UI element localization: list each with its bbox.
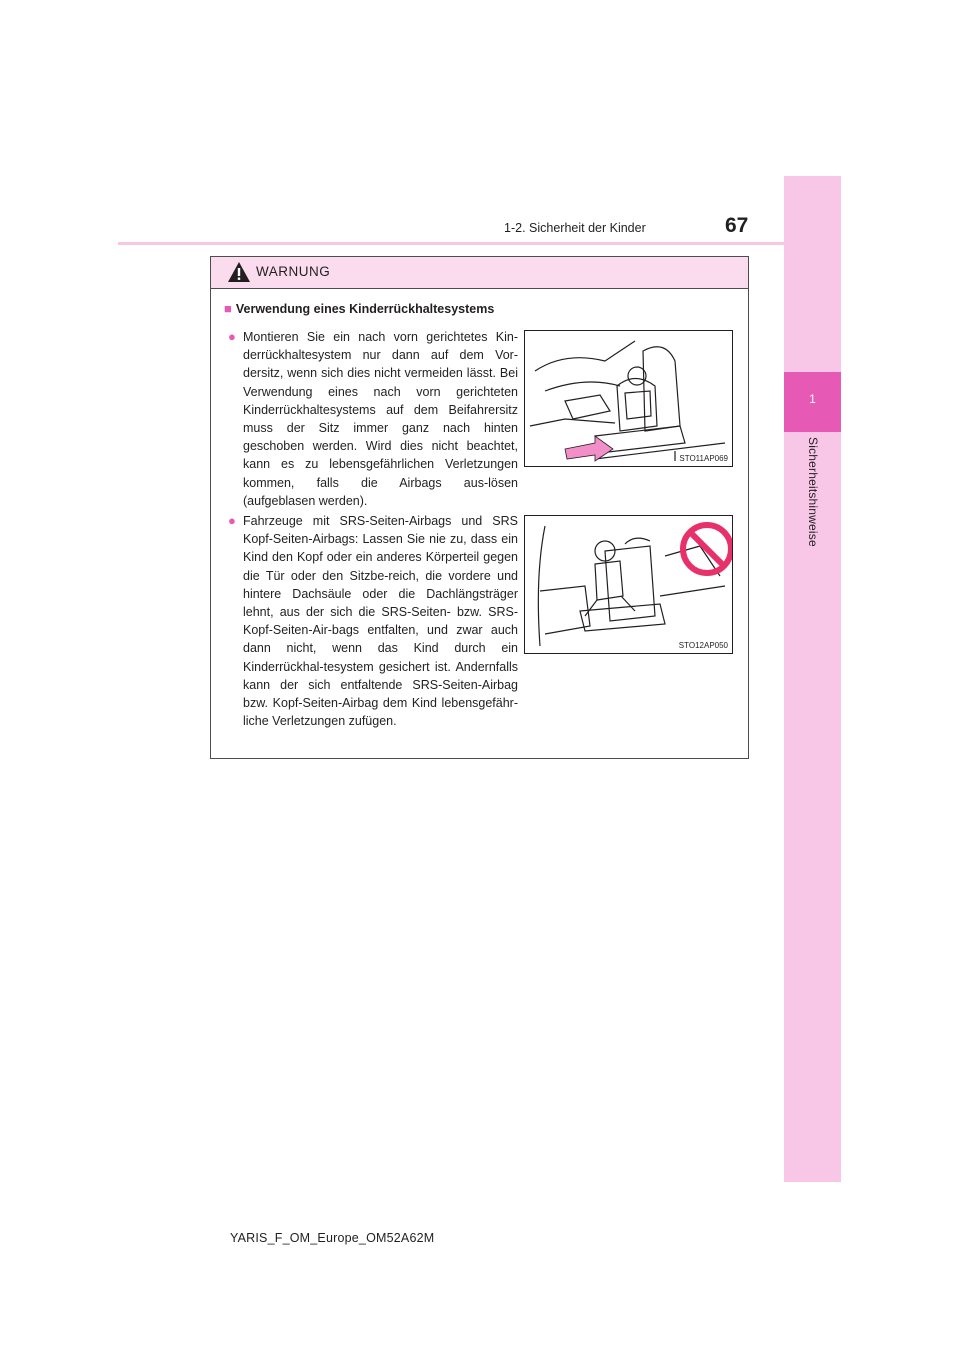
warning-header (211, 257, 748, 289)
figure-code-2: STO12AP050 (678, 641, 728, 650)
square-bullet-icon: ■ (224, 301, 232, 316)
warning-box (210, 256, 749, 759)
chapter-number: 1 (809, 392, 816, 406)
warning-subheading-text: Verwendung eines Kinderrückhaltesystems (235, 302, 495, 316)
chapter-side-tab (784, 176, 841, 1182)
forward-facing-child-seat-figure (525, 331, 732, 466)
warning-bullet-1 (228, 328, 518, 510)
warning-triangle-icon (227, 261, 251, 283)
child-near-side-airbag-figure (525, 516, 732, 653)
warning-bullet-2-text: Fahrzeuge mit SRS-Seiten-Airbags und SRS Kopf-Seiten-Airbags: Lassen Sie nie zu, dass ein Kind den Kopf oder ein anderes Körperteil gegen die Tür oder den Sitzbe-reich, die vordere und hintere Dachsäule oder die Dachlängsträger lehnt, aus der sich die SRS-Seiten- bzw. SRS-Kopf-Seiten-Air-bags entfalten, und zwar auch dann nicht, wenn das Kind durch ein Kinderrückhal-tesystem gesichert ist. Andernfalls kann der sich entfaltende SRS-Seiten-Airbag bzw. Kopf-Seiten-Airbag dem Kind lebensgefähr-liche Verletzungen zufügen. (243, 514, 518, 729)
warning-bullet-1-text: Montieren Sie ein nach vorn gerichtetes Kin-derrückhaltesystem nur dann auf dem Vor-dersitz, wenn sich dies nicht vermeiden lässt. Bei Verwendung eines nach vorn gerichteten Kinderrückhaltesystems auf dem Beifahrersitz muss der Sitz immer ganz nach hinten geschoben werden. Wird dies nicht beachtet, kann es zu lebensgefährlichen Verletzungen kommen, falls die Airbags aus-lösen (aufgeblasen werden). (243, 330, 518, 508)
round-bullet-icon: ● (228, 329, 236, 344)
section-title: 1-2. Sicherheit der Kinder (504, 221, 646, 235)
chapter-label: Sicherheitshinweise (806, 437, 820, 547)
warning-title: WARNUNG (256, 264, 331, 279)
child-leaning-on-door-illustration (524, 515, 733, 654)
child-seat-front-passenger-illustration (524, 330, 733, 467)
figure-code-1: STO11AP069 (679, 454, 728, 463)
round-bullet-icon: ● (228, 513, 236, 528)
header-rule (118, 242, 784, 245)
page-number: 67 (725, 214, 749, 237)
warning-subheading (224, 301, 494, 316)
document-code-footer: YARIS_F_OM_Europe_OM52A62M (230, 1231, 435, 1245)
warning-bullet-2 (228, 512, 518, 730)
